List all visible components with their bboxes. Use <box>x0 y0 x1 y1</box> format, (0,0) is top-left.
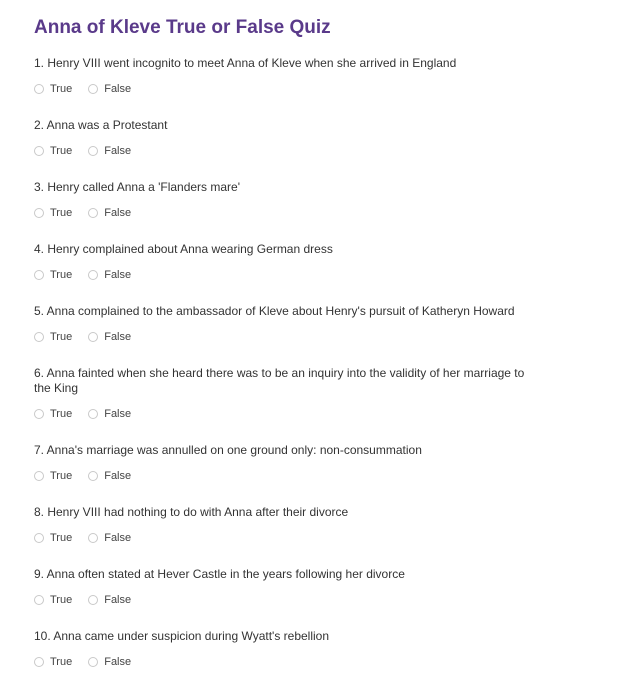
answer-options <box>34 330 606 344</box>
question-text: 7. Anna's marriage was annulled on one ground only: non-consummation <box>34 443 422 457</box>
question-text: 3. Henry called Anna a 'Flanders mare' <box>34 180 241 194</box>
option-false[interactable] <box>88 407 131 421</box>
option-true[interactable] <box>34 593 72 607</box>
option-true-label: True <box>50 83 73 95</box>
option-false[interactable] <box>88 82 131 96</box>
option-false[interactable] <box>88 531 131 545</box>
radio-false[interactable] <box>88 270 98 280</box>
option-false-label: False <box>104 145 132 157</box>
option-true-label: True <box>50 145 73 157</box>
question-text: 5. Anna complained to the ambassador of Kleve about Henry's pursuit of Katheryn Howard <box>34 304 515 318</box>
option-false[interactable] <box>88 268 131 282</box>
question-item <box>34 242 606 282</box>
option-true[interactable] <box>34 268 72 282</box>
option-true-label: True <box>50 656 73 668</box>
option-false[interactable] <box>88 593 131 607</box>
question-text: 2. Anna was a Protestant <box>34 118 168 132</box>
question-item <box>34 443 606 483</box>
radio-false[interactable] <box>88 409 98 419</box>
option-false-label: False <box>104 594 132 606</box>
option-true-label: True <box>50 207 73 219</box>
radio-true[interactable] <box>34 146 44 156</box>
answer-options <box>34 268 606 282</box>
option-false-label: False <box>104 470 132 482</box>
option-true[interactable] <box>34 82 72 96</box>
question-item <box>34 56 606 96</box>
option-false-label: False <box>104 207 132 219</box>
radio-true[interactable] <box>34 533 44 543</box>
radio-true[interactable] <box>34 84 44 94</box>
question-text: 9. Anna often stated at Hever Castle in the years following her divorce <box>34 567 405 581</box>
option-true[interactable] <box>34 407 72 421</box>
option-true-label: True <box>50 408 73 420</box>
radio-false[interactable] <box>88 657 98 667</box>
quiz-title: Anna of Kleve True or False Quiz <box>34 17 331 38</box>
question-list <box>34 56 606 669</box>
answer-options <box>34 407 606 421</box>
radio-false[interactable] <box>88 533 98 543</box>
answer-options <box>34 469 606 483</box>
radio-false[interactable] <box>88 332 98 342</box>
option-false-label: False <box>104 269 132 281</box>
option-true[interactable] <box>34 655 72 669</box>
option-true[interactable] <box>34 469 72 483</box>
question-item <box>34 567 606 607</box>
option-false-label: False <box>104 331 132 343</box>
option-true[interactable] <box>34 531 72 545</box>
question-text: 10. Anna came under suspicion during Wyatt's rebellion <box>34 629 330 643</box>
option-false-label: False <box>104 656 132 668</box>
question-item <box>34 629 606 669</box>
radio-false[interactable] <box>88 471 98 481</box>
question-text: 8. Henry VIII had nothing to do with Anna after their divorce <box>34 505 349 519</box>
question-item <box>34 180 606 220</box>
question-text: 1. Henry VIII went incognito to meet Anna of Kleve when she arrived in England <box>34 56 457 70</box>
radio-false[interactable] <box>88 208 98 218</box>
option-false[interactable] <box>88 144 131 158</box>
radio-true[interactable] <box>34 332 44 342</box>
radio-false[interactable] <box>88 595 98 605</box>
question-item <box>34 118 606 158</box>
option-true-label: True <box>50 331 73 343</box>
radio-false[interactable] <box>88 146 98 156</box>
option-false[interactable] <box>88 469 131 483</box>
answer-options <box>34 593 606 607</box>
answer-options <box>34 206 606 220</box>
option-false[interactable] <box>88 655 131 669</box>
answer-options <box>34 144 606 158</box>
answer-options <box>34 82 606 96</box>
answer-options <box>34 655 606 669</box>
option-true[interactable] <box>34 206 72 220</box>
radio-true[interactable] <box>34 657 44 667</box>
question-item <box>34 366 606 421</box>
option-false-label: False <box>104 408 132 420</box>
option-false[interactable] <box>88 330 131 344</box>
answer-options <box>34 531 606 545</box>
option-true[interactable] <box>34 330 72 344</box>
radio-true[interactable] <box>34 471 44 481</box>
radio-true[interactable] <box>34 208 44 218</box>
option-true-label: True <box>50 532 73 544</box>
question-item <box>34 304 606 344</box>
option-false-label: False <box>104 532 132 544</box>
question-item <box>34 505 606 545</box>
radio-true[interactable] <box>34 595 44 605</box>
radio-true[interactable] <box>34 270 44 280</box>
question-text: 4. Henry complained about Anna wearing German dress <box>34 242 333 256</box>
option-true-label: True <box>50 594 73 606</box>
option-false-label: False <box>104 83 132 95</box>
question-text: 6. Anna fainted when she heard there was to be an inquiry into the validity of her marriage to the King <box>34 366 525 395</box>
radio-true[interactable] <box>34 409 44 419</box>
radio-false[interactable] <box>88 84 98 94</box>
option-false[interactable] <box>88 206 131 220</box>
option-true-label: True <box>50 269 73 281</box>
option-true[interactable] <box>34 144 72 158</box>
option-true-label: True <box>50 470 73 482</box>
